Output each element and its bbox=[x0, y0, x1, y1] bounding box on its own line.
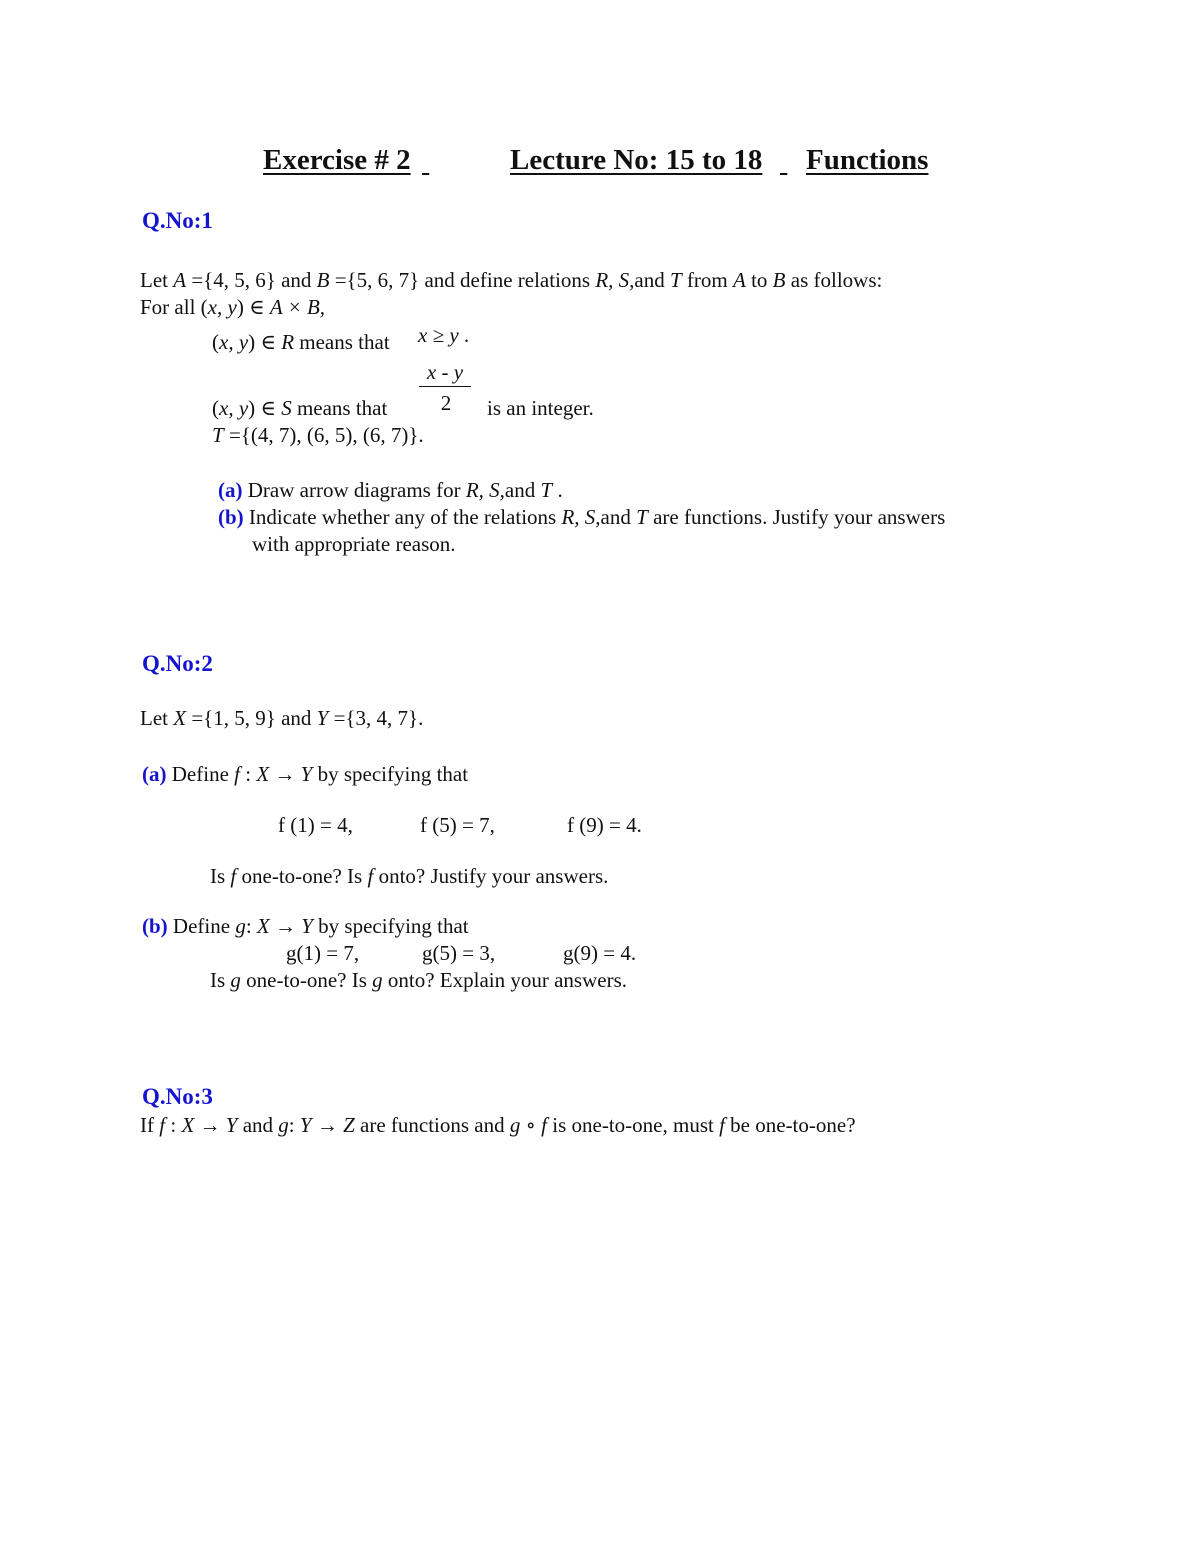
q2-intro bbox=[140, 708, 423, 729]
text: : bbox=[245, 914, 257, 938]
text: ={(4, 7), (6, 5), (6, 7)}. bbox=[223, 423, 424, 447]
part-label: (a) bbox=[142, 762, 167, 786]
var-T: T bbox=[212, 423, 224, 447]
f-value-1: f (1) = 4, bbox=[278, 813, 353, 837]
title-underline-gap bbox=[422, 146, 510, 175]
var-relations: R, S, bbox=[561, 505, 601, 529]
text: : bbox=[288, 1113, 300, 1137]
inequality: x ≥ y bbox=[418, 323, 459, 347]
text: onto? Justify your answers. bbox=[373, 864, 609, 888]
var-f: f bbox=[367, 864, 374, 888]
title-underline-gap-2 bbox=[780, 146, 806, 175]
var-relations: R, S, bbox=[465, 478, 505, 502]
var-g: g bbox=[278, 1113, 289, 1137]
q2-part-a-question bbox=[210, 866, 608, 887]
text: and bbox=[634, 268, 670, 292]
text: : bbox=[165, 1113, 182, 1137]
text: Define bbox=[166, 762, 235, 786]
text: ) ∈ bbox=[248, 396, 282, 420]
q1-heading: Q.No:1 bbox=[142, 208, 213, 233]
var-g: g bbox=[230, 968, 241, 992]
text: to bbox=[745, 268, 773, 292]
text: . bbox=[552, 478, 563, 502]
var-R: R bbox=[281, 330, 295, 354]
text: and bbox=[237, 1113, 279, 1137]
var-X: X bbox=[173, 706, 187, 730]
text: → bbox=[311, 1113, 344, 1137]
q1-part-b-line2: with appropriate reason. bbox=[252, 532, 456, 556]
text: and bbox=[600, 505, 637, 529]
var-Z: Z bbox=[343, 1113, 355, 1137]
var-xy: x, y bbox=[219, 330, 249, 354]
var-xy: x, y bbox=[219, 396, 249, 420]
text: as follows: bbox=[785, 268, 883, 292]
text: onto? Explain your answers. bbox=[382, 968, 627, 992]
text: one-to-one? Is bbox=[240, 968, 373, 992]
text: means that bbox=[291, 396, 388, 420]
var-X: X bbox=[181, 1113, 195, 1137]
q1-part-b bbox=[218, 507, 945, 528]
text: Indicate whether any of the relations bbox=[243, 505, 562, 529]
text: ( bbox=[212, 330, 219, 354]
var-T: T bbox=[669, 268, 682, 292]
var-X: X bbox=[256, 762, 270, 786]
text: Define bbox=[167, 914, 236, 938]
var-g: g bbox=[235, 914, 246, 938]
var-f: f bbox=[159, 1113, 166, 1137]
q3-heading: Q.No:3 bbox=[142, 1084, 213, 1109]
var-relations: R, S, bbox=[595, 268, 635, 292]
var-B: B bbox=[316, 268, 330, 292]
text: Let bbox=[140, 706, 174, 730]
text: → bbox=[269, 914, 302, 938]
fraction-bar bbox=[419, 386, 471, 387]
var-Y: Y bbox=[316, 706, 329, 730]
text: are functions and bbox=[354, 1113, 510, 1137]
q1-r-inequality bbox=[418, 325, 469, 346]
var-Y: Y bbox=[299, 1113, 312, 1137]
q1-r-definition bbox=[212, 332, 390, 353]
lecture-title: Lecture No: 15 to 18 bbox=[510, 144, 763, 176]
text: and bbox=[504, 478, 541, 502]
g-value-2: g(5) = 3, bbox=[422, 941, 496, 965]
text: ) ∈ bbox=[248, 330, 282, 354]
text: one-to-one? Is bbox=[236, 864, 368, 888]
text: ={1, 5, 9} and bbox=[186, 706, 317, 730]
f-value-3: f (9) = 4. bbox=[567, 813, 642, 837]
var-f: f bbox=[230, 864, 237, 888]
text: → bbox=[194, 1113, 226, 1137]
fraction-denominator bbox=[432, 393, 460, 414]
text: means that bbox=[294, 330, 390, 354]
part-label: (b) bbox=[142, 914, 168, 938]
var-AxB: A × B, bbox=[269, 295, 326, 319]
var-Y: Y bbox=[225, 1113, 238, 1137]
text: from bbox=[681, 268, 733, 292]
denominator: 2 bbox=[440, 391, 452, 415]
text: → bbox=[269, 762, 301, 786]
fraction-numerator bbox=[418, 362, 472, 383]
text: Let bbox=[140, 268, 174, 292]
q1-line2 bbox=[140, 297, 325, 318]
q2-part-a bbox=[142, 764, 468, 785]
text: . bbox=[458, 323, 470, 347]
var-g: g bbox=[372, 968, 383, 992]
f-value-2: f (5) = 7, bbox=[420, 813, 495, 837]
text: For all ( bbox=[140, 295, 208, 319]
text: by specifying that bbox=[312, 914, 469, 938]
part-label: (b) bbox=[218, 505, 244, 529]
text: ) ∈ bbox=[236, 295, 270, 319]
text: ={5, 6, 7} and define relations bbox=[329, 268, 596, 292]
composition: g ∘ f bbox=[509, 1113, 548, 1137]
text: ={4, 5, 6} and bbox=[186, 268, 317, 292]
var-B: B bbox=[772, 268, 786, 292]
q2-part-b bbox=[142, 916, 469, 937]
var-f: f bbox=[719, 1113, 725, 1137]
text: ={3, 4, 7}. bbox=[328, 706, 424, 730]
text: be one-to-one? bbox=[724, 1113, 856, 1137]
q1-part-a bbox=[218, 480, 563, 501]
exercise-title: Exercise # 2 bbox=[263, 144, 411, 176]
var-T: T bbox=[540, 478, 553, 502]
var-f: f bbox=[234, 762, 240, 786]
q2-part-b-question bbox=[210, 970, 627, 991]
g-value-1: g(1) = 7, bbox=[286, 941, 360, 965]
text: by specifying that bbox=[312, 762, 469, 786]
var-A: A bbox=[733, 268, 746, 292]
q1-s-definition bbox=[212, 398, 387, 419]
text: is one-to-one, must bbox=[547, 1113, 720, 1137]
text: Draw arrow diagrams for bbox=[242, 478, 466, 502]
text: are functions. Justify your answers bbox=[647, 505, 946, 529]
var-A: A bbox=[173, 268, 187, 292]
q1-s-integer: is an integer. bbox=[487, 396, 594, 420]
topic-title: Functions bbox=[806, 144, 929, 176]
text: If bbox=[140, 1113, 160, 1137]
var-T: T bbox=[636, 505, 648, 529]
var-xy: x, y bbox=[207, 295, 237, 319]
var-S: S bbox=[281, 396, 292, 420]
q1-t-definition bbox=[212, 425, 424, 446]
var-Y: Y bbox=[300, 762, 313, 786]
text: Is bbox=[210, 968, 231, 992]
g-value-3: g(9) = 4. bbox=[563, 941, 637, 965]
q1-line1 bbox=[140, 270, 882, 291]
text: ( bbox=[212, 396, 219, 420]
part-label: (a) bbox=[218, 478, 243, 502]
q3-text bbox=[140, 1115, 856, 1136]
var-Y: Y bbox=[301, 914, 313, 938]
text: : bbox=[239, 762, 257, 786]
q2-heading: Q.No:2 bbox=[142, 651, 213, 676]
numerator: x - y bbox=[426, 360, 464, 384]
var-X: X bbox=[256, 914, 270, 938]
text: Is bbox=[210, 864, 231, 888]
